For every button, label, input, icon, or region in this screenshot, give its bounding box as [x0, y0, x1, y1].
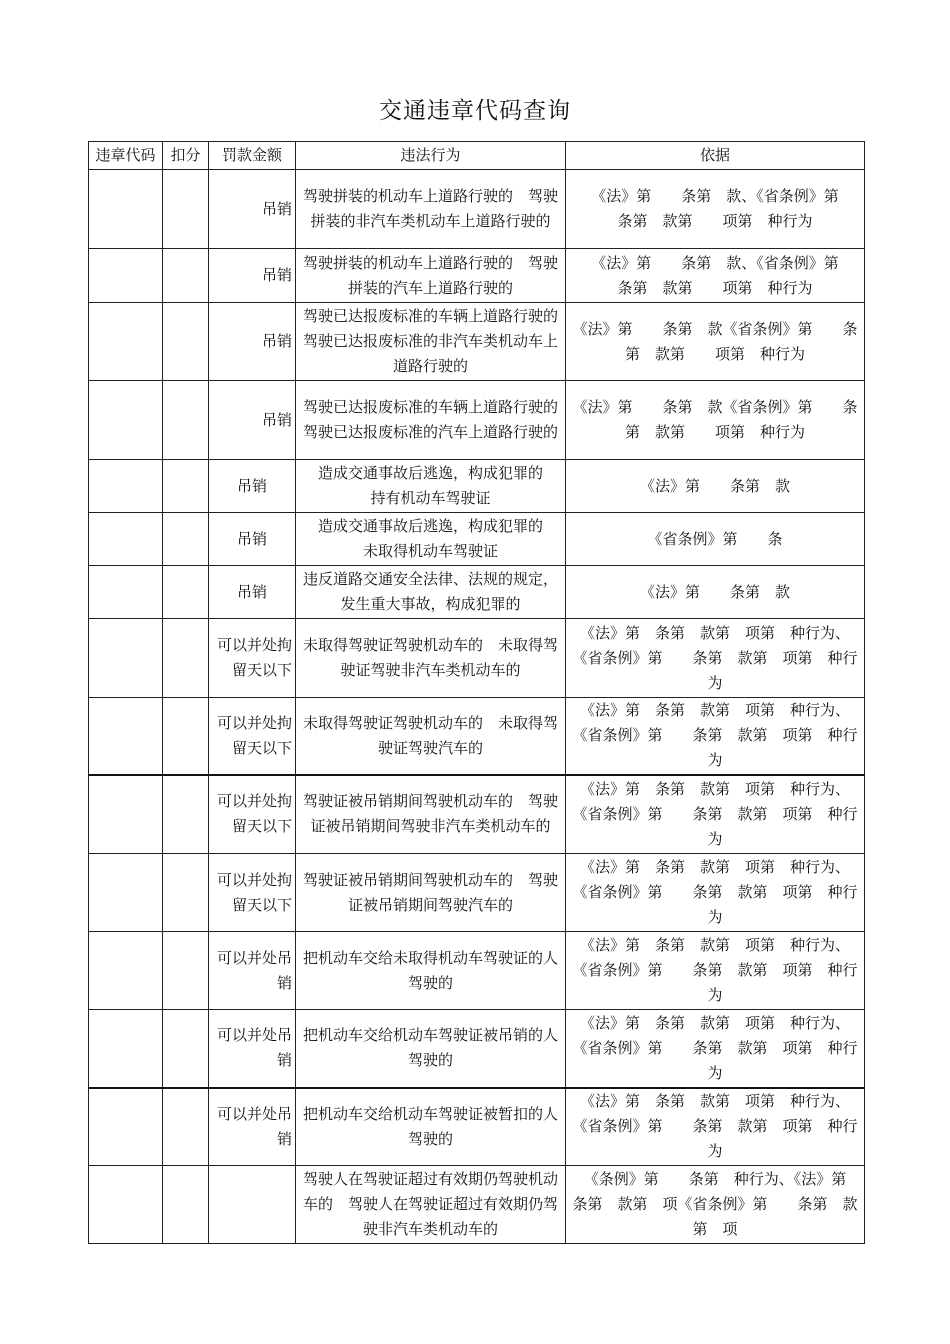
- cell-action: 造成交通事故后逃逸，构成犯罪的 未取得机动车驾驶证: [296, 513, 566, 566]
- cell-action: 未取得驾驶证驾驶机动车的 未取得驾驶证驾驶汽车的: [296, 698, 566, 775]
- table-row: [89, 303, 865, 381]
- cell-points: [163, 775, 209, 854]
- cell-action: 驾驶已达报废标准的车辆上道路行驶的 驾驶已达报废标准的非汽车类机动车上道路行驶的: [296, 303, 566, 381]
- cell-fine: [209, 1166, 296, 1244]
- table-row: [89, 170, 865, 249]
- cell-points: [163, 566, 209, 619]
- cell-action: 驾驶拼装的机动车上道路行驶的 驾驶拼装的非汽车类机动车上道路行驶的: [296, 170, 566, 249]
- cell-code: [89, 619, 163, 698]
- table-row: [89, 1088, 865, 1166]
- cell-fine: 吊销: [209, 566, 296, 619]
- cell-fine: 吊销: [209, 513, 296, 566]
- cell-fine: 吊销: [209, 303, 296, 381]
- violation-table: [88, 141, 877, 1244]
- cell-code: [89, 170, 163, 249]
- cell-fine: 吊销: [209, 170, 296, 249]
- cell-basis: 《法》第 条第 款第 项第 种行为、《省条例》第 条第 款第 项第 种行为: [566, 854, 865, 932]
- cell-code: [89, 249, 163, 303]
- cell-fine: 可以并处拘留天以下: [209, 619, 296, 698]
- cell-action: 驾驶证被吊销期间驾驶机动车的 驾驶证被吊销期间驾驶非汽车类机动车的: [296, 775, 566, 854]
- cell-fine: 可以并处拘留天以下: [209, 698, 296, 775]
- cell-code: [89, 932, 163, 1010]
- cell-action: 驾驶已达报废标准的车辆上道路行驶的 驾驶已达报废标准的汽车上道路行驶的: [296, 381, 566, 460]
- cell-fine: 吊销: [209, 460, 296, 513]
- cell-action: 造成交通事故后逃逸，构成犯罪的 持有机动车驾驶证: [296, 460, 566, 513]
- cell-fine: 吊销: [209, 249, 296, 303]
- cell-basis: 《法》第 条第 款《省条例》第 条第 款第 项第 种行为: [566, 381, 865, 460]
- cell-basis: 《条例》第 条第 种行为、《法》第 条第 款第 项《省条例》第 条第 款第 项: [566, 1166, 865, 1244]
- cell-basis: 《法》第 条第 款、《省条例》第 条第 款第 项第 种行为: [566, 249, 865, 303]
- cell-code: [89, 854, 163, 932]
- table-row: [89, 249, 865, 303]
- cell-action: 违反道路交通安全法律、法规的规定，发生重大事故，构成犯罪的: [296, 566, 566, 619]
- table-row: [89, 1010, 865, 1088]
- table-row: [89, 775, 865, 854]
- cell-basis: 《法》第 条第 款第 项第 种行为、《省条例》第 条第 款第 项第 种行为: [566, 1088, 865, 1166]
- cell-basis: 《法》第 条第 款: [566, 460, 865, 513]
- cell-action: 未取得驾驶证驾驶机动车的 未取得驾驶证驾驶非汽车类机动车的: [296, 619, 566, 698]
- cell-basis: 《法》第 条第 款《省条例》第 条第 款第 项第 种行为: [566, 303, 865, 381]
- cell-points: [163, 170, 209, 249]
- cell-basis: 《法》第 条第 款第 项第 种行为、《省条例》第 条第 款第 项第 种行为: [566, 775, 865, 854]
- cell-points: [163, 619, 209, 698]
- cell-points: [163, 249, 209, 303]
- cell-points: [163, 932, 209, 1010]
- cell-action: 驾驶证被吊销期间驾驶机动车的 驾驶证被吊销期间驾驶汽车的: [296, 854, 566, 932]
- cell-code: [89, 775, 163, 854]
- cell-points: [163, 460, 209, 513]
- table-row: [89, 381, 865, 460]
- cell-code: [89, 698, 163, 775]
- cell-fine: 可以并处吊销: [209, 932, 296, 1010]
- cell-basis: 《法》第 条第 款第 项第 种行为、《省条例》第 条第 款第 项第 种行为: [566, 619, 865, 698]
- cell-basis: 《法》第 条第 款、《省条例》第 条第 款第 项第 种行为: [566, 170, 865, 249]
- table-row: [89, 1166, 865, 1244]
- header-fine: 罚款金额: [209, 142, 296, 170]
- header-action: 违法行为: [296, 142, 566, 170]
- cell-code: [89, 303, 163, 381]
- cell-basis: 《法》第 条第 款: [566, 566, 865, 619]
- cell-code: [89, 1088, 163, 1166]
- cell-points: [163, 1010, 209, 1088]
- cell-action: 把机动车交给未取得机动车驾驶证的人驾驶的: [296, 932, 566, 1010]
- cell-fine: 可以并处吊销: [209, 1010, 296, 1088]
- header-points: 扣分: [163, 142, 209, 170]
- table-row: [89, 513, 865, 566]
- cell-basis: 《法》第 条第 款第 项第 种行为、《省条例》第 条第 款第 项第 种行为: [566, 1010, 865, 1088]
- cell-action: 驾驶人在驾驶证超过有效期仍驾驶机动车的 驾驶人在驾驶证超过有效期仍驾驶非汽车类机动车的: [296, 1166, 566, 1244]
- cell-action: 把机动车交给机动车驾驶证被暂扣的人驾驶的: [296, 1088, 566, 1166]
- table-row: [89, 932, 865, 1010]
- cell-fine: 可以并处吊销: [209, 1088, 296, 1166]
- cell-points: [163, 381, 209, 460]
- cell-fine: 可以并处拘留天以下: [209, 854, 296, 932]
- page-title: 交通违章代码查询: [379, 98, 571, 124]
- header-basis: 依据: [566, 142, 865, 170]
- cell-points: [163, 854, 209, 932]
- cell-basis: 《法》第 条第 款第 项第 种行为、《省条例》第 条第 款第 项第 种行为: [566, 932, 865, 1010]
- table-row: [89, 566, 865, 619]
- table-row: [89, 460, 865, 513]
- header-code: 违章代码: [89, 142, 163, 170]
- cell-code: [89, 1166, 163, 1244]
- cell-fine: 可以并处拘留天以下: [209, 775, 296, 854]
- cell-basis: 《法》第 条第 款第 项第 种行为、《省条例》第 条第 款第 项第 种行为: [566, 698, 865, 775]
- cell-fine: 吊销: [209, 381, 296, 460]
- cell-code: [89, 381, 163, 460]
- cell-points: [163, 303, 209, 381]
- cell-action: 把机动车交给机动车驾驶证被吊销的人驾驶的: [296, 1010, 566, 1088]
- cell-points: [163, 513, 209, 566]
- cell-points: [163, 698, 209, 775]
- table-row: [89, 619, 865, 698]
- cell-code: [89, 1010, 163, 1088]
- cell-points: [163, 1088, 209, 1166]
- table-row: [89, 698, 865, 775]
- cell-action: 驾驶拼装的机动车上道路行驶的 驾驶拼装的汽车上道路行驶的: [296, 249, 566, 303]
- cell-basis: 《省条例》第 条: [566, 513, 865, 566]
- table-row: [89, 854, 865, 932]
- cell-code: [89, 513, 163, 566]
- cell-code: [89, 566, 163, 619]
- cell-code: [89, 460, 163, 513]
- table-header-row: [89, 142, 865, 170]
- cell-points: [163, 1166, 209, 1244]
